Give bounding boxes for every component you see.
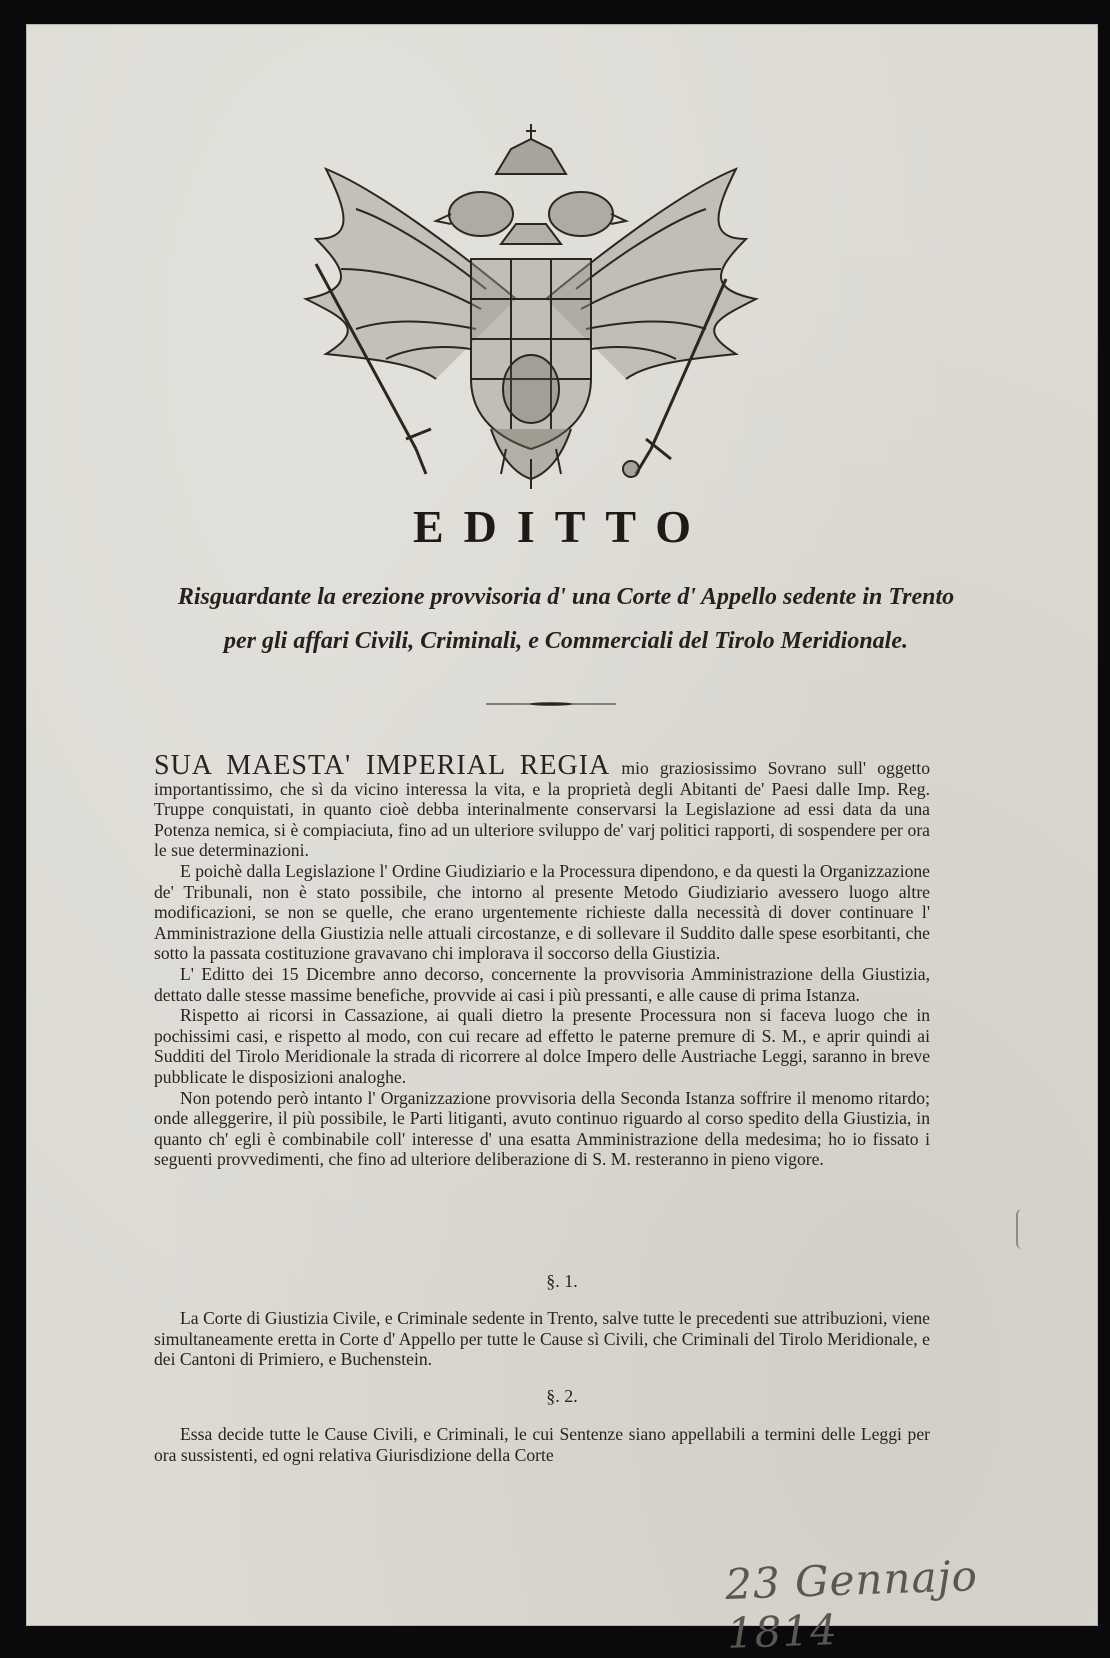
section-2-text: Essa decide tutte le Cause Civili, e Criminali, le cui Sentenze siano appellabili a termini delle Leggi per ora sussistenti, ed ogni relativa Giurisdizione della Corte: [154, 1424, 930, 1465]
section-1-text: La Corte di Giustizia Civile, e Criminale sedente in Trento, salve tutte le precedenti sue attribuzioni, viene simultaneamente eretta in Corte d' Appello per tutte le Cause sì Civili, che Criminali del Tirolo Meridionale, e dei Cantoni di Primiero, e Buchenstein.: [154, 1308, 930, 1370]
document-body: [154, 750, 930, 1170]
document-title: EDITTO: [412, 501, 712, 552]
section-2: [154, 1424, 930, 1465]
document-subtitle-line-1: Risguardante la erezione provvisoria d' una Corte d' Appello sedente in Trento: [177, 584, 955, 610]
paragraph-1-text: mio graziosissimo Sovrano sull' oggetto importantissimo, che sì da vicino interessa la vita, e la proprietà degli Abitanti de' Paesi dalle Imp. Reg. Truppe conquistati, in quanto cioè debba interinalmente conservarsi la Legislazione ad essi data da una Potenza nemica, si è compiaciuta, fino ad un ulteriore sviluppo de' varj politici rapporti, di sospendere per ora le sue determinazioni.: [154, 758, 930, 861]
paragraph-5: Non potendo però intanto l' Organizzazione provvisoria della Seconda Istanza soffrire il menomo ritardo; onde alleggerire, il più possibile, le Parti litiganti, avuto continuo riguardo al corso spedito della Giustizia, in quanto ch' egli è combinabile coll' interesse d' una esatta Amministrazione della medesima; ho io fissato i seguenti provvedimenti, che fino ad ulteriore deliberazione di S. M. resteranno in pieno vigore.: [154, 1087, 930, 1170]
double-headed-eagle-crest-icon: [286, 129, 776, 509]
ornamental-divider: [486, 702, 616, 706]
section-1-heading: §. 1.: [546, 1271, 578, 1291]
section-2-heading: §. 2.: [546, 1386, 578, 1406]
paragraph-1: [154, 750, 930, 861]
paragraph-4: Rispetto ai ricorsi in Cassazione, ai quali dietro la presente Processura non si faceva luogo che in pochissimi casi, e rispetto al modo, con cui recare ad effetto le paterne premure di S. M., e aprir quindi ai Sudditi del Tirolo Meridionale la strada di ricorrere al dolce Impero delle Austriache Leggi, saranno in breve pubblicate le disposizioni analoghe.: [154, 1005, 930, 1087]
section-1: [154, 1308, 930, 1370]
document-subtitle-line-2: per gli affari Civili, Criminali, e Commerciali del Tirolo Meridionale.: [224, 628, 908, 654]
paragraph-3: L' Editto dei 15 Dicembre anno decorso, concernente la provvisoria Amministrazione della Giustizia, dettato dalle stesse massime benefiche, provvide ai casi i più pressanti, e alle cause di prima Istanza.: [154, 963, 930, 1005]
document-sheet: [26, 24, 1098, 1658]
opening-caps: SUA MAESTA' IMPERIAL REGIA: [154, 750, 611, 781]
margin-mark: [1016, 1209, 1028, 1249]
paragraph-2: E poichè dalla Legislazione l' Ordine Giudiziario e la Processura dipendono, e da questi la Organizzazione de' Tribunali, non è stato possibile, che intorno al presente Metodo Giudiziario avessero luogo altre modificazioni, se non se quelle, che erano urgentemente richieste dalla necessità di dover continuare l' Amministrazione della Giustizia nelle attuali circostanze, e di sollevare il Suddito dalle spese esorbitanti, che sotto la passata costituzione gravavano chi implorava il soccorso della Giustizia.: [154, 860, 930, 964]
handwritten-date: 23 Gennajo 1814: [724, 1551, 979, 1658]
